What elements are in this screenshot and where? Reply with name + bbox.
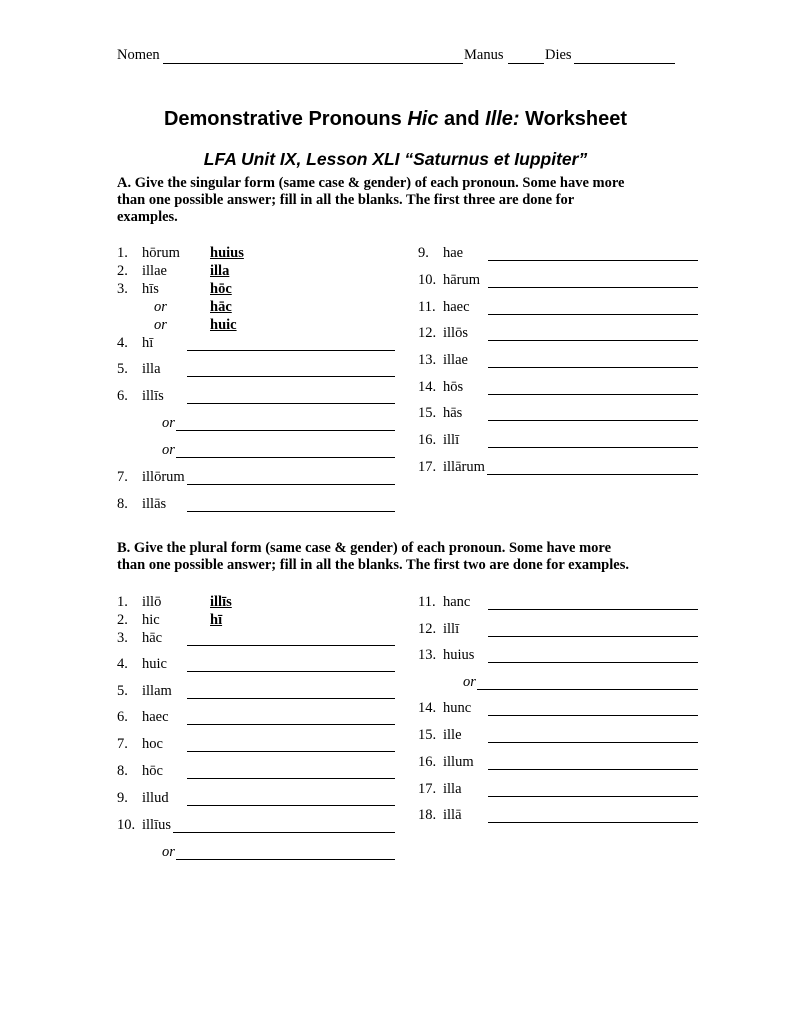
- item-number: 8.: [117, 496, 128, 512]
- item-word: illōrum: [142, 469, 185, 485]
- item-number: 5.: [117, 361, 128, 377]
- dies-field[interactable]: [574, 63, 675, 64]
- item-number: 7.: [117, 469, 128, 485]
- or-label: or: [154, 317, 167, 333]
- item-word: hōrum: [142, 245, 180, 261]
- instructions-line: than one possible answer; fill in all the blanks. The first three are done for: [117, 192, 575, 208]
- dies-label: Dies: [545, 47, 572, 63]
- item-word: hanc: [443, 594, 471, 610]
- item-word: illīs: [142, 388, 164, 404]
- page-title: [0, 108, 791, 131]
- answer-blank[interactable]: [187, 645, 395, 646]
- item-word: illae: [142, 263, 167, 279]
- item-word: hōs: [443, 379, 464, 395]
- answer-blank[interactable]: [187, 698, 395, 699]
- answer-blank[interactable]: [187, 484, 395, 485]
- item-word: illō: [142, 594, 162, 610]
- title-hic: Hic: [407, 108, 439, 130]
- item-number: 4.: [117, 335, 128, 351]
- answer-blank[interactable]: [176, 859, 395, 860]
- item-word: illīus: [142, 817, 172, 833]
- item-word: illā: [443, 807, 462, 823]
- item-word: illa: [142, 361, 161, 377]
- title-worksheet: Worksheet: [519, 108, 628, 130]
- answer-blank[interactable]: [488, 447, 698, 448]
- instructions-line: than one possible answer; fill in all the blanks. The first two are done for examples.: [117, 557, 629, 573]
- section-b-instructions: [117, 540, 629, 574]
- item-number: 11.: [418, 299, 436, 315]
- or-label: or: [154, 299, 167, 315]
- item-number: 14.: [418, 700, 437, 716]
- item-number: 10.: [117, 817, 136, 833]
- item-word: illum: [443, 754, 474, 770]
- item-word: illam: [142, 683, 172, 699]
- item-word: illārum: [443, 459, 485, 475]
- item-number: 3.: [117, 281, 128, 297]
- answer-blank[interactable]: [488, 340, 698, 341]
- item-number: 6.: [117, 709, 128, 725]
- item-number: 3.: [117, 630, 128, 646]
- instructions-line: examples.: [117, 209, 178, 225]
- answer-blank[interactable]: [187, 724, 395, 725]
- item-word: hīs: [142, 281, 159, 297]
- item-word: ille: [443, 727, 462, 743]
- or-label: or: [162, 415, 175, 431]
- item-number: 1.: [117, 245, 128, 261]
- item-word: huic: [142, 656, 167, 672]
- example-answer: hāc: [210, 299, 232, 315]
- answer-blank[interactable]: [477, 689, 698, 690]
- title-ille: Ille:: [485, 108, 520, 130]
- answer-blank[interactable]: [488, 769, 698, 770]
- or-label: or: [162, 844, 175, 860]
- item-number: 2.: [117, 263, 128, 279]
- example-answer: huius: [210, 245, 244, 261]
- answer-blank[interactable]: [488, 742, 698, 743]
- item-number: 9.: [117, 790, 128, 806]
- item-number: 17.: [418, 459, 437, 475]
- nomen-label: Nomen: [117, 47, 160, 63]
- or-label: or: [463, 674, 476, 690]
- item-word: illōs: [443, 325, 468, 341]
- answer-blank[interactable]: [488, 420, 698, 421]
- item-number: 6.: [117, 388, 128, 404]
- title-and: and: [438, 108, 486, 130]
- item-number: 10.: [418, 272, 437, 288]
- example-answer: illīs: [210, 594, 232, 610]
- item-number: 13.: [418, 352, 437, 368]
- answer-blank[interactable]: [488, 287, 698, 288]
- item-number: 9.: [418, 245, 429, 261]
- item-number: 2.: [117, 612, 128, 628]
- item-word: huius: [443, 647, 475, 663]
- item-number: 1.: [117, 594, 128, 610]
- item-word: illās: [142, 496, 167, 512]
- item-number: 12.: [418, 325, 437, 341]
- answer-blank[interactable]: [488, 715, 698, 716]
- answer-blank[interactable]: [488, 314, 698, 315]
- item-word: illud: [142, 790, 169, 806]
- answer-blank[interactable]: [187, 376, 395, 377]
- item-word: illī: [443, 621, 460, 637]
- answer-blank[interactable]: [187, 778, 395, 779]
- item-word: haec: [443, 299, 470, 315]
- answer-blank[interactable]: [187, 751, 395, 752]
- item-number: 13.: [418, 647, 437, 663]
- answer-blank[interactable]: [488, 822, 698, 823]
- answer-blank[interactable]: [488, 260, 698, 261]
- example-answer: illa: [210, 263, 230, 279]
- item-number: 12.: [418, 621, 437, 637]
- manus-label: Manus: [464, 47, 504, 63]
- item-word: illa: [443, 781, 462, 797]
- item-word: hae: [443, 245, 464, 261]
- item-number: 18.: [418, 807, 437, 823]
- item-number: 5.: [117, 683, 128, 699]
- title-text: Demonstrative Pronouns: [163, 108, 408, 130]
- item-word: hārum: [443, 272, 481, 288]
- nomen-field[interactable]: [163, 63, 463, 64]
- item-word: hī: [142, 335, 154, 351]
- item-number: 16.: [418, 754, 437, 770]
- answer-blank[interactable]: [187, 403, 395, 404]
- instructions-line: B. Give the plural form (same case & gender) of each pronoun. Some have more: [117, 540, 612, 556]
- item-word: haec: [142, 709, 169, 725]
- example-answer: hī: [210, 612, 223, 628]
- item-number: 4.: [117, 656, 128, 672]
- answer-blank[interactable]: [187, 511, 395, 512]
- answer-blank[interactable]: [488, 662, 698, 663]
- answer-blank[interactable]: [488, 394, 698, 395]
- instructions-line: A. Give the singular form (same case & gender) of each pronoun. Some have more: [117, 175, 625, 191]
- answer-blank[interactable]: [173, 832, 395, 833]
- item-number: 11.: [418, 594, 436, 610]
- answer-blank[interactable]: [187, 671, 395, 672]
- item-word: hunc: [443, 700, 472, 716]
- item-number: 17.: [418, 781, 437, 797]
- item-word: hōc: [142, 763, 163, 779]
- example-answer: hōc: [210, 281, 232, 297]
- answer-blank[interactable]: [487, 474, 698, 475]
- manus-field[interactable]: [508, 63, 544, 64]
- answer-blank[interactable]: [176, 457, 395, 458]
- item-number: 15.: [418, 405, 437, 421]
- answer-blank[interactable]: [187, 350, 395, 351]
- answer-blank[interactable]: [488, 609, 698, 610]
- example-answer: huic: [210, 317, 237, 333]
- section-a-instructions: [117, 175, 624, 226]
- item-number: 16.: [418, 432, 437, 448]
- answer-blank[interactable]: [187, 805, 395, 806]
- answer-blank[interactable]: [176, 430, 395, 431]
- item-number: 7.: [117, 736, 128, 752]
- item-word: hoc: [142, 736, 163, 752]
- item-number: 15.: [418, 727, 437, 743]
- item-number: 14.: [418, 379, 437, 395]
- answer-blank[interactable]: [488, 367, 698, 368]
- item-number: 8.: [117, 763, 128, 779]
- item-word: hic: [142, 612, 160, 628]
- answer-blank[interactable]: [488, 636, 698, 637]
- or-label: or: [162, 442, 175, 458]
- item-word: hāc: [142, 630, 163, 646]
- item-word: illae: [443, 352, 468, 368]
- item-word: illī: [443, 432, 460, 448]
- answer-blank[interactable]: [488, 796, 698, 797]
- page-subtitle: LFA Unit IX, Lesson XLI “Saturnus et Iuppiter”: [203, 149, 588, 169]
- item-word: hās: [443, 405, 463, 421]
